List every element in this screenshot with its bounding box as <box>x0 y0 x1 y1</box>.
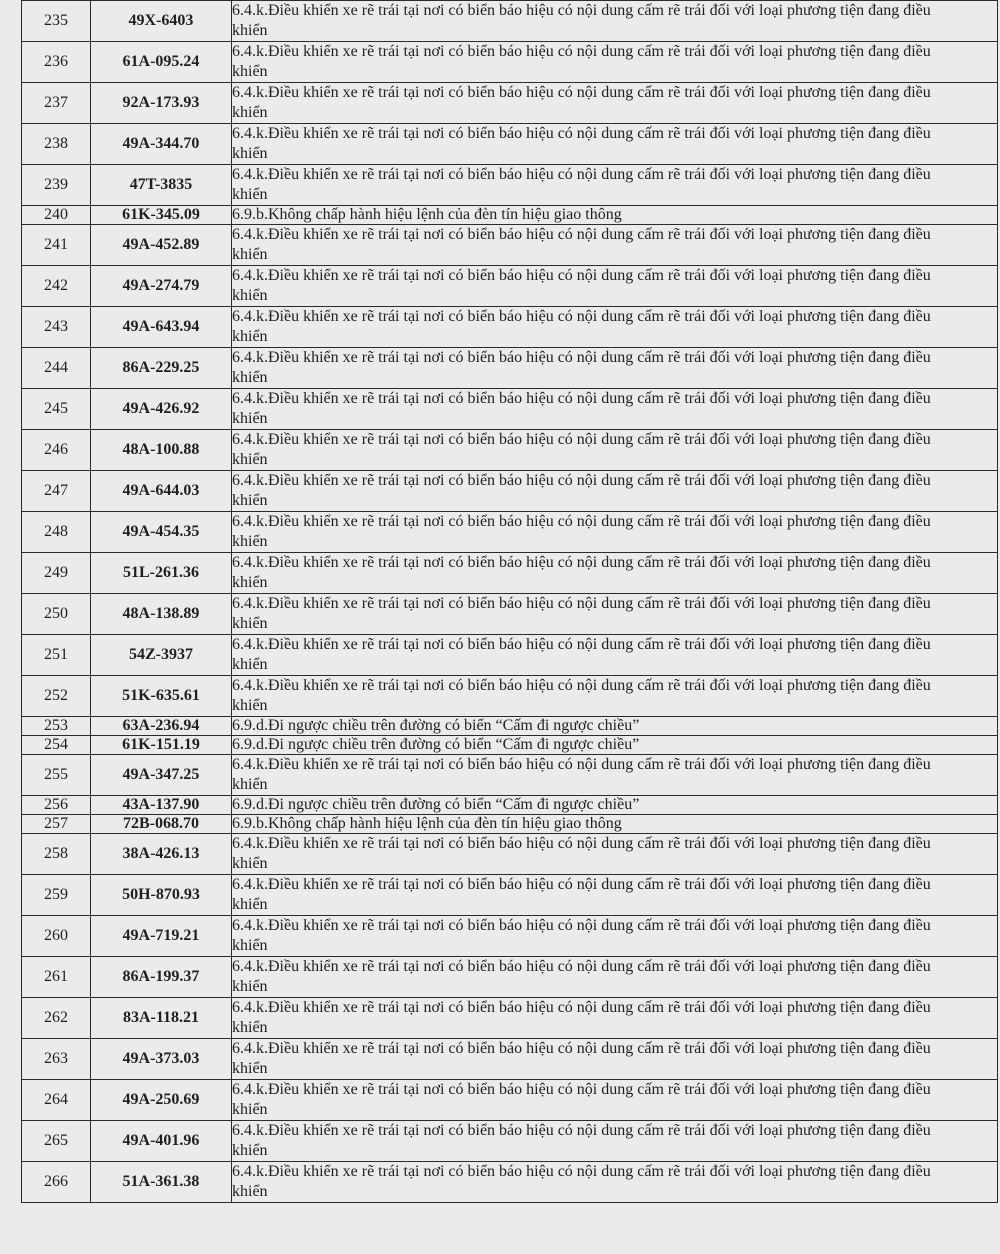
violation-description-line: khiển <box>232 186 268 203</box>
violation-description-line: 6.4.k.Điều khiển xe rẽ trái tại nơi có biển báo hiệu có nội dung cấm rẽ trái đối với loại phương tiện đang điều <box>232 43 931 60</box>
table-row <box>22 430 998 471</box>
row-number-cell: 262 <box>22 998 91 1039</box>
violation-description-line: 6.4.k.Điều khiển xe rẽ trái tại nơi có biển báo hiệu có nội dung cấm rẽ trái đối với loại phương tiện đang điều <box>232 1081 931 1098</box>
violation-description-line: khiển <box>232 246 268 263</box>
violation-description-line: 6.4.k.Điều khiển xe rẽ trái tại nơi có biển báo hiệu có nội dung cấm rẽ trái đối với loại phương tiện đang điều <box>232 1040 931 1057</box>
violation-description-line: 6.4.k.Điều khiển xe rẽ trái tại nơi có biển báo hiệu có nội dung cấm rẽ trái đối với loại phương tiện đang điều <box>232 125 931 142</box>
violation-description-line: khiển <box>232 410 268 427</box>
table-row <box>22 676 998 717</box>
table-row <box>22 1 998 42</box>
violation-description-cell <box>232 1162 998 1203</box>
violation-description-cell <box>232 717 998 736</box>
violation-description-line: khiển <box>232 1060 268 1077</box>
violation-description-line: 6.4.k.Điều khiển xe rẽ trái tại nơi có biển báo hiệu có nội dung cấm rẽ trái đối với loại phương tiện đang điều <box>232 876 931 893</box>
license-plate-cell: 49A-644.03 <box>91 471 232 512</box>
row-number-cell: 266 <box>22 1162 91 1203</box>
row-number-cell: 250 <box>22 594 91 635</box>
table-row <box>22 266 998 307</box>
license-plate-cell: 86A-199.37 <box>91 957 232 998</box>
violation-description-cell <box>232 594 998 635</box>
violation-description-cell <box>232 307 998 348</box>
table-row <box>22 83 998 124</box>
table-row <box>22 206 998 225</box>
row-number-cell: 263 <box>22 1039 91 1080</box>
violation-description-line: 6.4.k.Điều khiển xe rẽ trái tại nơi có biển báo hiệu có nội dung cấm rẽ trái đối với loại phương tiện đang điều <box>232 267 931 284</box>
table-row <box>22 389 998 430</box>
license-plate-cell: 54Z-3937 <box>91 635 232 676</box>
table-row <box>22 1039 998 1080</box>
table-row <box>22 834 998 875</box>
row-number-cell: 253 <box>22 717 91 736</box>
license-plate-cell: 49A-452.89 <box>91 225 232 266</box>
row-number-cell: 237 <box>22 83 91 124</box>
violation-description-line: 6.4.k.Điều khiển xe rẽ trái tại nơi có biển báo hiệu có nội dung cấm rẽ trái đối với loại phương tiện đang điều <box>232 677 931 694</box>
violation-description-cell <box>232 42 998 83</box>
license-plate-cell: 49A-426.92 <box>91 389 232 430</box>
violation-description-line: 6.4.k.Điều khiển xe rẽ trái tại nơi có biển báo hiệu có nội dung cấm rẽ trái đối với loại phương tiện đang điều <box>232 999 931 1016</box>
violation-description-line: khiển <box>232 574 268 591</box>
row-number-cell: 251 <box>22 635 91 676</box>
violation-description-line: khiển <box>232 1101 268 1118</box>
row-number-cell: 243 <box>22 307 91 348</box>
violation-description-cell <box>232 553 998 594</box>
row-number-cell: 247 <box>22 471 91 512</box>
violation-description-cell <box>232 266 998 307</box>
table-row <box>22 471 998 512</box>
license-plate-cell: 48A-100.88 <box>91 430 232 471</box>
table-row <box>22 916 998 957</box>
violation-description-line: khiển <box>232 855 268 872</box>
violation-description-cell <box>232 1 998 42</box>
license-plate-cell: 49A-454.35 <box>91 512 232 553</box>
row-number-cell: 244 <box>22 348 91 389</box>
violation-description-cell <box>232 875 998 916</box>
violation-description-line: 6.4.k.Điều khiển xe rẽ trái tại nơi có biển báo hiệu có nội dung cấm rẽ trái đối với loại phương tiện đang điều <box>232 2 931 19</box>
row-number-cell: 245 <box>22 389 91 430</box>
violation-description-line: khiển <box>232 104 268 121</box>
license-plate-cell: 49A-643.94 <box>91 307 232 348</box>
violation-description-cell <box>232 1039 998 1080</box>
license-plate-cell: 61K-345.09 <box>91 206 232 225</box>
violation-description-cell <box>232 389 998 430</box>
row-number-cell: 257 <box>22 815 91 834</box>
row-number-cell: 255 <box>22 755 91 796</box>
violation-description-line: khiển <box>232 451 268 468</box>
violation-description-line: 6.4.k.Điều khiển xe rẽ trái tại nơi có biển báo hiệu có nội dung cấm rẽ trái đối với loại phương tiện đang điều <box>232 226 931 243</box>
violations-table <box>21 0 998 1203</box>
license-plate-cell: 61K-151.19 <box>91 736 232 755</box>
license-plate-cell: 47T-3835 <box>91 165 232 206</box>
table-row <box>22 635 998 676</box>
violation-description-line: khiển <box>232 492 268 509</box>
table-row <box>22 796 998 815</box>
row-number-cell: 249 <box>22 553 91 594</box>
violation-description-line: khiển <box>232 776 268 793</box>
row-number-cell: 242 <box>22 266 91 307</box>
violation-description-cell <box>232 916 998 957</box>
violation-description-cell <box>232 124 998 165</box>
violation-description-cell <box>232 512 998 553</box>
row-number-cell: 236 <box>22 42 91 83</box>
table-row <box>22 717 998 736</box>
violation-description-cell <box>232 957 998 998</box>
violation-description-cell <box>232 834 998 875</box>
row-number-cell: 248 <box>22 512 91 553</box>
violation-description-line: khiển <box>232 287 268 304</box>
license-plate-cell: 51K-635.61 <box>91 676 232 717</box>
license-plate-cell: 49A-250.69 <box>91 1080 232 1121</box>
license-plate-cell: 51L-261.36 <box>91 553 232 594</box>
license-plate-cell: 92A-173.93 <box>91 83 232 124</box>
violation-description-cell <box>232 1121 998 1162</box>
violation-description-cell <box>232 471 998 512</box>
license-plate-cell: 72B-068.70 <box>91 815 232 834</box>
violation-description-line: khiển <box>232 145 268 162</box>
table-row <box>22 165 998 206</box>
row-number-cell: 261 <box>22 957 91 998</box>
violation-description-line: khiển <box>232 697 268 714</box>
table-row <box>22 307 998 348</box>
violation-description-line: 6.4.k.Điều khiển xe rẽ trái tại nơi có biển báo hiệu có nội dung cấm rẽ trái đối với loại phương tiện đang điều <box>232 431 931 448</box>
table-row <box>22 736 998 755</box>
table-row <box>22 594 998 635</box>
license-plate-cell: 49A-719.21 <box>91 916 232 957</box>
violation-description-line: khiển <box>232 896 268 913</box>
violation-description-line: 6.4.k.Điều khiển xe rẽ trái tại nơi có biển báo hiệu có nội dung cấm rẽ trái đối với loại phương tiện đang điều <box>232 554 931 571</box>
license-plate-cell: 49A-401.96 <box>91 1121 232 1162</box>
license-plate-cell: 49A-274.79 <box>91 266 232 307</box>
license-plate-cell: 51A-361.38 <box>91 1162 232 1203</box>
violation-description-line: 6.4.k.Điều khiển xe rẽ trái tại nơi có biển báo hiệu có nội dung cấm rẽ trái đối với loại phương tiện đang điều <box>232 756 931 773</box>
violation-description-cell <box>232 83 998 124</box>
violation-description-line: 6.4.k.Điều khiển xe rẽ trái tại nơi có biển báo hiệu có nội dung cấm rẽ trái đối với loại phương tiện đang điều <box>232 835 931 852</box>
license-plate-cell: 83A-118.21 <box>91 998 232 1039</box>
violation-description-line: khiển <box>232 1142 268 1159</box>
violation-description-line: 6.4.k.Điều khiển xe rẽ trái tại nơi có biển báo hiệu có nội dung cấm rẽ trái đối với loại phương tiện đang điều <box>232 917 931 934</box>
row-number-cell: 264 <box>22 1080 91 1121</box>
row-number-cell: 258 <box>22 834 91 875</box>
violation-description-cell <box>232 430 998 471</box>
row-number-cell: 239 <box>22 165 91 206</box>
violation-description-line: 6.4.k.Điều khiển xe rẽ trái tại nơi có biển báo hiệu có nội dung cấm rẽ trái đối với loại phương tiện đang điều <box>232 349 931 366</box>
violation-description-line: 6.4.k.Điều khiển xe rẽ trái tại nơi có biển báo hiệu có nội dung cấm rẽ trái đối với loại phương tiện đang điều <box>232 390 931 407</box>
violation-description-line: khiển <box>232 533 268 550</box>
violation-description-cell <box>232 206 998 225</box>
violation-description-line: 6.9.d.Đi ngược chiều trên đường có biển “Cấm đi ngược chiều” <box>232 717 640 734</box>
table-row <box>22 1121 998 1162</box>
violation-description-line: 6.4.k.Điều khiển xe rẽ trái tại nơi có biển báo hiệu có nội dung cấm rẽ trái đối với loại phương tiện đang điều <box>232 84 931 101</box>
table-row <box>22 875 998 916</box>
row-number-cell: 246 <box>22 430 91 471</box>
row-number-cell: 252 <box>22 676 91 717</box>
violation-description-line: khiển <box>232 1183 268 1200</box>
violation-description-line: khiển <box>232 369 268 386</box>
violation-description-cell <box>232 676 998 717</box>
table-row <box>22 957 998 998</box>
violation-description-line: khiển <box>232 937 268 954</box>
row-number-cell: 235 <box>22 1 91 42</box>
violation-description-cell <box>232 225 998 266</box>
license-plate-cell: 63A-236.94 <box>91 717 232 736</box>
violation-description-line: khiển <box>232 328 268 345</box>
violation-description-line: khiển <box>232 22 268 39</box>
license-plate-cell: 43A-137.90 <box>91 796 232 815</box>
violation-description-cell <box>232 1080 998 1121</box>
violation-description-line: khiển <box>232 63 268 80</box>
violation-description-cell <box>232 796 998 815</box>
violation-description-line: 6.4.k.Điều khiển xe rẽ trái tại nơi có biển báo hiệu có nội dung cấm rẽ trái đối với loại phương tiện đang điều <box>232 308 931 325</box>
row-number-cell: 241 <box>22 225 91 266</box>
license-plate-cell: 49X-6403 <box>91 1 232 42</box>
violation-description-line: 6.9.b.Không chấp hành hiệu lệnh của đèn tín hiệu giao thông <box>232 206 622 223</box>
table-body <box>22 1 998 1203</box>
license-plate-cell: 38A-426.13 <box>91 834 232 875</box>
violation-description-line: 6.4.k.Điều khiển xe rẽ trái tại nơi có biển báo hiệu có nội dung cấm rẽ trái đối với loại phương tiện đang điều <box>232 958 931 975</box>
row-number-cell: 254 <box>22 736 91 755</box>
violation-description-line: 6.4.k.Điều khiển xe rẽ trái tại nơi có biển báo hiệu có nội dung cấm rẽ trái đối với loại phương tiện đang điều <box>232 636 931 653</box>
table-row <box>22 124 998 165</box>
row-number-cell: 265 <box>22 1121 91 1162</box>
violation-description-line: 6.4.k.Điều khiển xe rẽ trái tại nơi có biển báo hiệu có nội dung cấm rẽ trái đối với loại phương tiện đang điều <box>232 513 931 530</box>
table-row <box>22 42 998 83</box>
violation-description-cell <box>232 348 998 389</box>
violation-description-cell <box>232 736 998 755</box>
license-plate-cell: 49A-373.03 <box>91 1039 232 1080</box>
table-row <box>22 225 998 266</box>
row-number-cell: 238 <box>22 124 91 165</box>
violation-description-line: 6.4.k.Điều khiển xe rẽ trái tại nơi có biển báo hiệu có nội dung cấm rẽ trái đối với loại phương tiện đang điều <box>232 1163 931 1180</box>
table-row <box>22 1162 998 1203</box>
table-row <box>22 348 998 389</box>
violation-description-line: khiển <box>232 615 268 632</box>
license-plate-cell: 49A-347.25 <box>91 755 232 796</box>
violation-description-line: 6.4.k.Điều khiển xe rẽ trái tại nơi có biển báo hiệu có nội dung cấm rẽ trái đối với loại phương tiện đang điều <box>232 1122 931 1139</box>
row-number-cell: 260 <box>22 916 91 957</box>
row-number-cell: 240 <box>22 206 91 225</box>
violation-description-line: 6.4.k.Điều khiển xe rẽ trái tại nơi có biển báo hiệu có nội dung cấm rẽ trái đối với loại phương tiện đang điều <box>232 595 931 612</box>
violation-description-line: 6.4.k.Điều khiển xe rẽ trái tại nơi có biển báo hiệu có nội dung cấm rẽ trái đối với loại phương tiện đang điều <box>232 166 931 183</box>
violation-description-line: khiển <box>232 978 268 995</box>
license-plate-cell: 50H-870.93 <box>91 875 232 916</box>
violation-description-line: khiển <box>232 656 268 673</box>
violation-description-line: 6.9.d.Đi ngược chiều trên đường có biển “Cấm đi ngược chiều” <box>232 736 640 753</box>
table-row <box>22 553 998 594</box>
violation-description-cell <box>232 998 998 1039</box>
table-row <box>22 512 998 553</box>
table-row <box>22 998 998 1039</box>
table-row <box>22 815 998 834</box>
violation-description-line: khiển <box>232 1019 268 1036</box>
license-plate-cell: 48A-138.89 <box>91 594 232 635</box>
license-plate-cell: 61A-095.24 <box>91 42 232 83</box>
license-plate-cell: 86A-229.25 <box>91 348 232 389</box>
violation-description-cell <box>232 755 998 796</box>
violation-description-line: 6.9.d.Đi ngược chiều trên đường có biển “Cấm đi ngược chiều” <box>232 796 640 813</box>
violation-description-cell <box>232 815 998 834</box>
row-number-cell: 259 <box>22 875 91 916</box>
violation-description-cell <box>232 635 998 676</box>
violation-description-line: 6.4.k.Điều khiển xe rẽ trái tại nơi có biển báo hiệu có nội dung cấm rẽ trái đối với loại phương tiện đang điều <box>232 472 931 489</box>
table-row <box>22 1080 998 1121</box>
row-number-cell: 256 <box>22 796 91 815</box>
violation-description-cell <box>232 165 998 206</box>
license-plate-cell: 49A-344.70 <box>91 124 232 165</box>
table-row <box>22 755 998 796</box>
violation-description-line: 6.9.b.Không chấp hành hiệu lệnh của đèn tín hiệu giao thông <box>232 815 622 832</box>
